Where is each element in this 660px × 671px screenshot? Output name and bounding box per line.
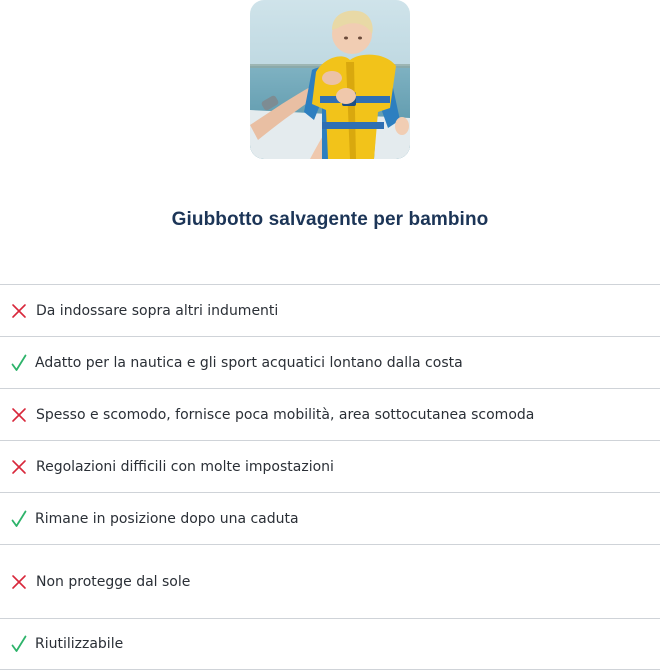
product-title: Giubbotto salvagente per bambino bbox=[171, 209, 489, 230]
feature-text: Riutilizzabile bbox=[35, 636, 124, 652]
cross-icon bbox=[10, 573, 28, 591]
feature-text: Da indossare sopra altri indumenti bbox=[36, 302, 279, 319]
feature-row bbox=[0, 284, 660, 336]
feature-text: Adatto per la nautica e gli sport acquatici lontano dalla costa bbox=[35, 354, 463, 371]
cross-icon bbox=[10, 406, 28, 424]
feature-row bbox=[0, 388, 660, 440]
feature-text: Regolazioni difficili con molte impostazioni bbox=[36, 458, 334, 475]
check-icon bbox=[10, 354, 28, 372]
feature-text: Rimane in posizione dopo una caduta bbox=[35, 510, 299, 527]
feature-text: Spesso e scomodo, fornisce poca mobilità, area sottocutanea scomoda bbox=[36, 406, 535, 423]
feature-list bbox=[0, 284, 660, 670]
feature-row bbox=[0, 618, 660, 670]
feature-row bbox=[0, 544, 660, 618]
feature-text: Non protegge dal sole bbox=[36, 573, 191, 590]
check-icon bbox=[10, 510, 28, 528]
feature-row bbox=[0, 492, 660, 544]
cross-icon bbox=[10, 302, 28, 320]
feature-row bbox=[0, 336, 660, 388]
check-icon bbox=[10, 635, 28, 653]
cross-icon bbox=[10, 458, 28, 476]
product-image bbox=[250, 0, 410, 159]
feature-row bbox=[0, 440, 660, 492]
